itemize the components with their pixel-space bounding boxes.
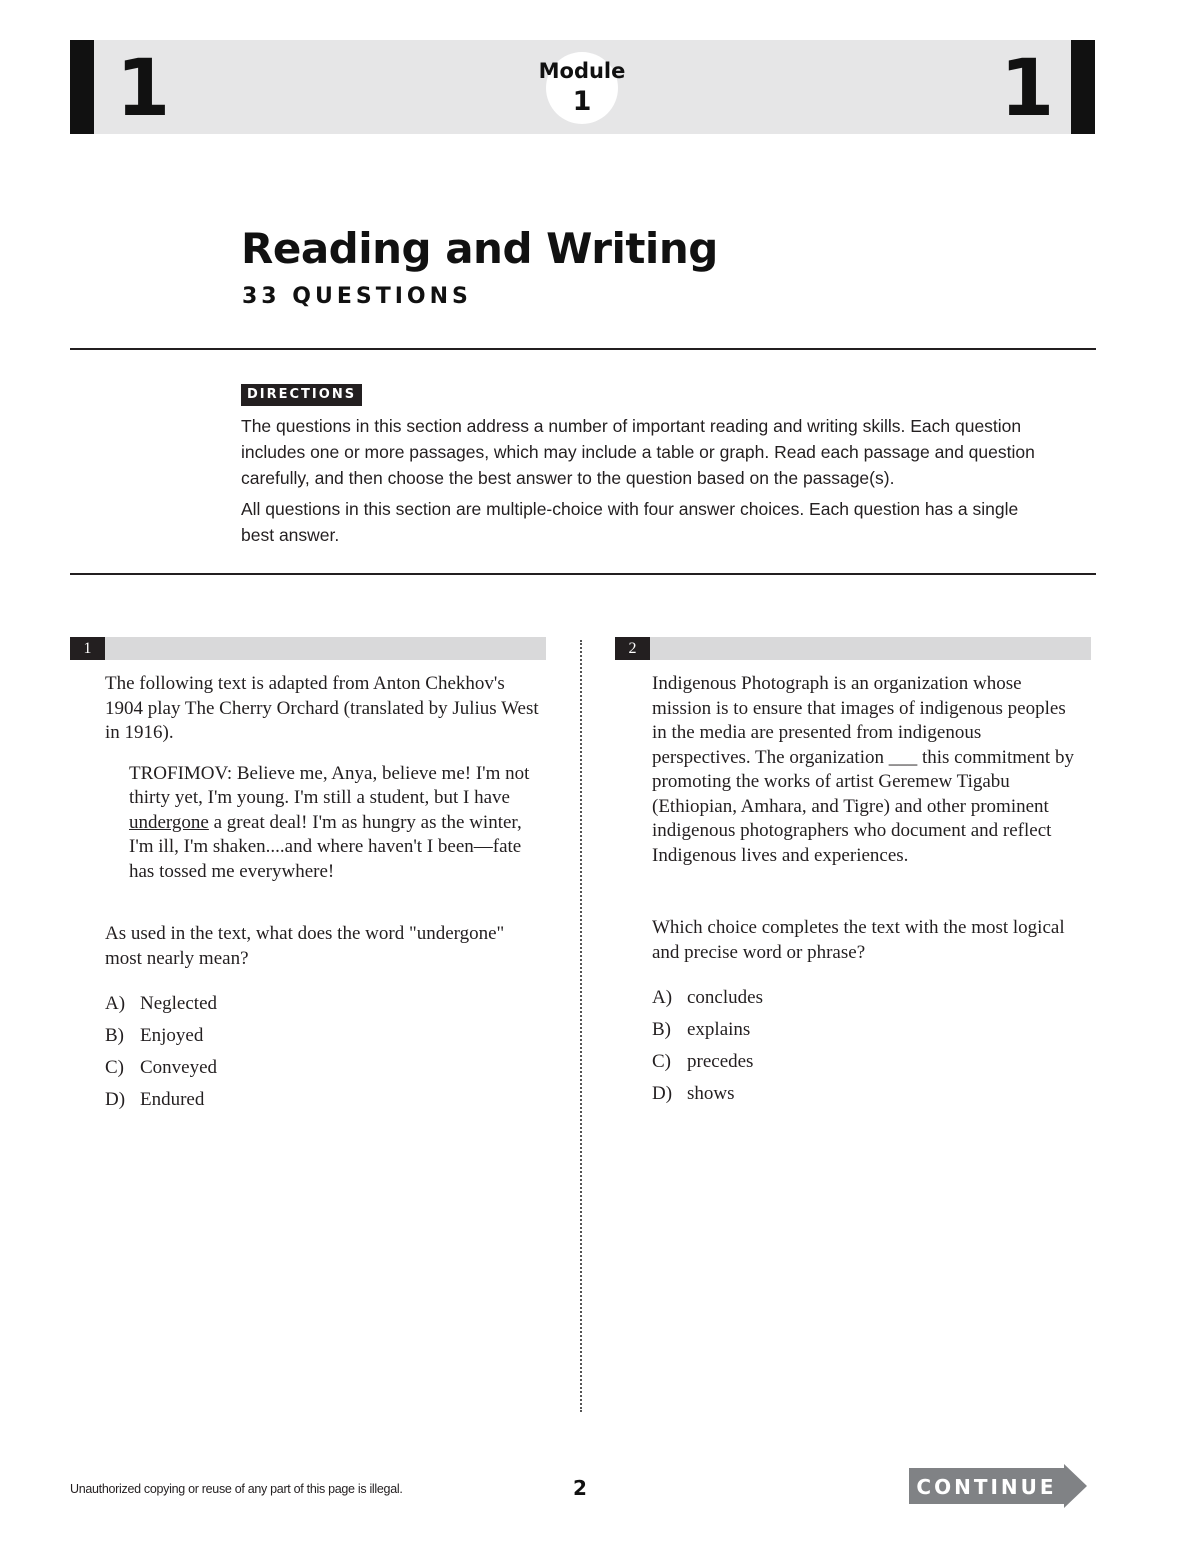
choice-text: Endured [140, 1089, 205, 1110]
question-prompt: Which choice completes the text with the most logical and precise word or phrase? [652, 917, 1065, 963]
section-number-right: 1 [1000, 44, 1055, 134]
answer-choice-a[interactable] [652, 982, 1077, 1014]
choice-letter: C) [105, 1057, 124, 1078]
question-header-bar [615, 637, 1091, 660]
quote-text: TROFIMOV: Believe me, Anya, believe me! I'm not thirty yet, I'm young. I'm still a student, but I have [129, 762, 530, 808]
directions-badge: DIRECTIONS [241, 384, 362, 406]
question-header-bar [70, 637, 546, 660]
question-number: 2 [615, 637, 650, 660]
module-label: Module [538, 59, 626, 83]
directions-paragraph: The questions in this section address a number of important reading and writing skills. Each question includes one or more passages, which may include a table or graph. Read each passage and question carefully, and then choose the best answer to the question based on the passage(s). [241, 416, 1035, 488]
section-title: Reading and Writing [241, 224, 718, 273]
choice-letter: A) [105, 993, 126, 1014]
question-passage: Indigenous Photograph is an organization whose mission is to ensure that images of indigenous peoples in the media are presented from indigenous perspectives. The organization ___ this commitment by promoting the works of artist Geremew Tigabu (Ethiopian, Amhara, and Tigre) and other prominent indigenous photographers who document and reflect Indigenous lives and experiences. [652, 673, 1074, 866]
choice-text: explains [687, 1019, 751, 1040]
question-prompt: As used in the text, what does the word "undergone" most nearly mean? [105, 923, 505, 969]
answer-choice-a[interactable] [105, 988, 545, 1020]
quote-text: a great deal! I'm as hungry as the winter, I'm ill, I'm shaken....and where haven't I been—fate has tossed me everywhere! [129, 811, 522, 882]
question-1 [105, 672, 545, 1116]
question-intro: The following text is adapted from Anton Chekhov's 1904 play The Cherry Orchard (translated by Julius West in 1916). [105, 673, 539, 743]
answer-choice-b[interactable] [105, 1020, 545, 1052]
answer-choice-d[interactable] [105, 1084, 545, 1116]
choice-letter: C) [652, 1051, 671, 1072]
choice-text: Conveyed [140, 1057, 218, 1078]
question-2 [652, 672, 1077, 1110]
choice-letter: D) [105, 1089, 126, 1110]
choice-text: precedes [687, 1051, 754, 1072]
directions-text [241, 413, 1041, 548]
copyright-notice: Unauthorized copying or reuse of any part of this page is illegal. [70, 1482, 403, 1496]
module-number: 1 [572, 86, 592, 117]
answer-choices [105, 988, 545, 1116]
choice-text: shows [687, 1083, 735, 1104]
section-subtitle: 33 QUESTIONS [242, 284, 472, 309]
header-left-bar [70, 40, 94, 134]
answer-choice-b[interactable] [652, 1014, 1077, 1046]
choice-text: Enjoyed [140, 1025, 204, 1046]
underlined-word: undergone [129, 811, 209, 833]
choice-text: concludes [687, 987, 763, 1008]
choice-letter: D) [652, 1083, 673, 1104]
section-number-left: 1 [116, 44, 171, 134]
column-divider [580, 640, 582, 1412]
answer-choices [652, 982, 1077, 1110]
choice-letter: B) [652, 1019, 671, 1040]
top-divider [70, 348, 1096, 350]
answer-choice-c[interactable] [652, 1046, 1077, 1078]
answer-choice-d[interactable] [652, 1078, 1077, 1110]
continue-label: CONTINUE [916, 1475, 1057, 1499]
question-number: 1 [70, 637, 105, 660]
bottom-divider [70, 573, 1096, 575]
directions-paragraph: All questions in this section are multiple-choice with four answer choices. Each question has a single best answer. [241, 499, 1019, 545]
choice-letter: B) [105, 1025, 124, 1046]
question-quote [129, 762, 545, 885]
answer-choice-c[interactable] [105, 1052, 545, 1084]
header-right-bar [1071, 40, 1095, 134]
choice-text: Neglected [140, 993, 218, 1014]
page-number: 2 [573, 1476, 587, 1500]
choice-letter: A) [652, 987, 673, 1008]
